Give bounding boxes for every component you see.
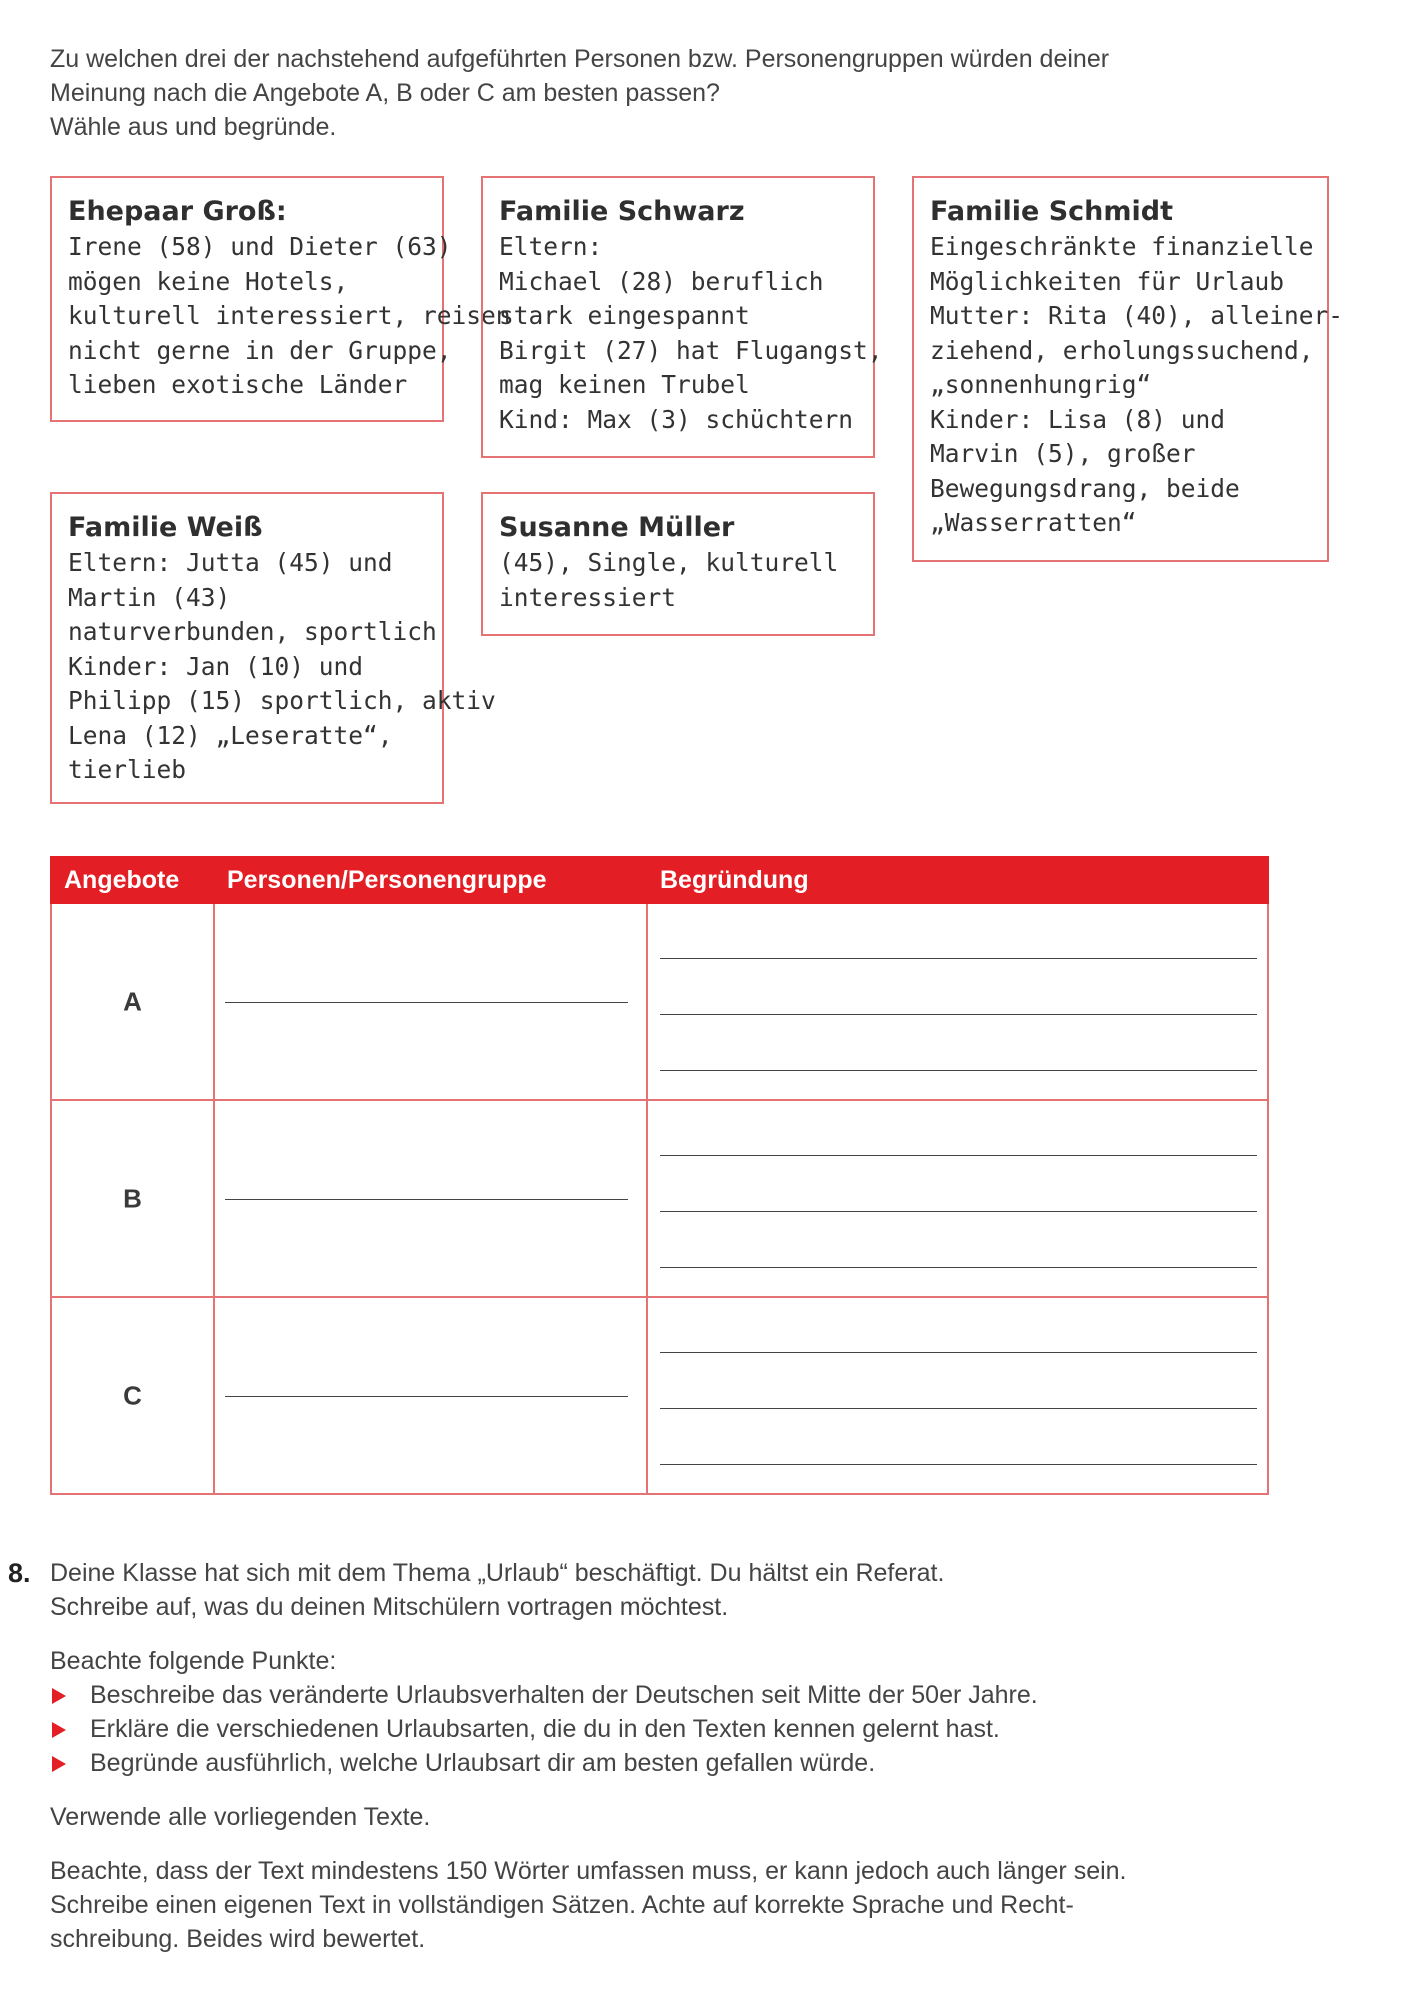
card-line: Kinder: Lisa (8) und (930, 404, 1226, 434)
card-line: ziehend, erholungssuchend, (930, 335, 1314, 365)
bullet-text: Erkläre die verschiedenen Urlaubsarten, die du in den Texten kennen gelernt hast. (90, 1715, 1000, 1743)
table-row (51, 1297, 1268, 1494)
card-line: interessiert (499, 582, 677, 612)
card-line: Mutter: Rita (40), alleiner- (930, 301, 1344, 330)
reason-cell[interactable] (647, 903, 1268, 1100)
card-line: Marvin (5), großer (930, 439, 1196, 468)
card-title: Familie Schmidt (930, 196, 1173, 227)
card-line: naturverbunden, sportlich (68, 617, 437, 646)
answer-line[interactable] (225, 1199, 628, 1200)
card-line: mag keinen Trubel (499, 370, 750, 399)
column-header-begruendung: Begründung (647, 857, 1268, 903)
card-familie-weiss (50, 492, 496, 804)
offer-label: B (123, 1183, 142, 1213)
task-text: Schreibe einen eigenen Text in vollständigen Sätzen. Achte auf korrekte Sprache und Recht- (50, 1891, 1074, 1919)
card-title: Susanne Müller (499, 512, 735, 543)
bullet-text: Begründe ausführlich, welche Urlaubsart dir am besten gefallen würde. (90, 1749, 876, 1777)
offer-cell (51, 903, 214, 1100)
card-title: Familie Weiß (68, 512, 263, 543)
bullet-item (50, 1678, 1350, 1712)
answer-line[interactable] (660, 958, 1257, 959)
persons-cell[interactable] (214, 1100, 647, 1297)
card-title: Familie Schwarz (499, 196, 745, 227)
reason-cell[interactable] (647, 1100, 1268, 1297)
card-familie-schwarz (481, 176, 883, 458)
answer-line[interactable] (660, 1352, 1257, 1353)
card-line: Eltern: Jutta (45) und (68, 548, 393, 577)
task-text: Schreibe auf, was du deinen Mitschülern vortragen möchtest. (50, 1593, 729, 1621)
answer-line[interactable] (225, 1002, 628, 1003)
offer-label: A (123, 986, 142, 1016)
arrow-right-icon (52, 1688, 66, 1704)
answer-line[interactable] (660, 1014, 1257, 1015)
card-line: Martin (43) (68, 582, 231, 612)
arrow-right-icon (52, 1722, 66, 1738)
instruction-line: Meinung nach die Angebote A, B oder C am besten passen? (50, 79, 720, 107)
instruction-line: Wähle aus und begründe. (50, 113, 337, 141)
task-text: schreibung. Beides wird bewertet. (50, 1925, 426, 1953)
card-familie-schmidt (912, 176, 1344, 562)
task-8 (8, 1556, 1350, 1956)
task-text: Deine Klasse hat sich mit dem Thema „Urlaub“ beschäftigt. Du hältst ein Referat. (50, 1559, 945, 1587)
card-line: nicht gerne in der Gruppe, (68, 335, 452, 365)
card-line: tierlieb (68, 755, 187, 784)
answer-line[interactable] (225, 1396, 628, 1397)
offer-label: C (123, 1380, 142, 1410)
card-line: kulturell interessiert, reisen (68, 301, 511, 330)
card-line: mögen keine Hotels, (68, 266, 349, 296)
answer-line[interactable] (660, 1464, 1257, 1465)
card-line: Kinder: Jan (10) und (68, 651, 364, 681)
card-line: Lena (12) „Leseratte“, (68, 720, 393, 750)
card-ehepaar-gross (50, 176, 511, 422)
task-number: 8. (8, 1558, 31, 1588)
card-line: „Wasserratten“ (930, 508, 1137, 537)
answer-line[interactable] (660, 1267, 1257, 1268)
bullet-item (50, 1712, 1350, 1746)
instruction-line: Zu welchen drei der nachstehend aufgeführten Personen bzw. Personengruppen würden deiner (50, 45, 1110, 73)
card-line: Eingeschränkte finanzielle (930, 232, 1314, 261)
card-line: „sonnenhungrig“ (930, 370, 1152, 399)
card-line: Birgit (27) hat Flugangst, (499, 335, 883, 365)
answer-line[interactable] (660, 1211, 1257, 1212)
card-line: Bewegungsdrang, beide (930, 473, 1240, 503)
card-line: Michael (28) beruflich (499, 266, 824, 296)
card-line: Eltern: (499, 232, 603, 261)
card-line: Kind: Max (3) schüchtern (499, 404, 854, 434)
answer-line[interactable] (660, 1408, 1257, 1409)
card-line: Philipp (15) sportlich, aktiv (68, 686, 496, 715)
card-line: Irene (58) und Dieter (63) (68, 232, 452, 261)
instruction-text (50, 42, 1310, 144)
answer-line[interactable] (660, 1155, 1257, 1156)
persons-cell[interactable] (214, 903, 647, 1100)
card-line: stark eingespannt (499, 301, 750, 330)
column-header-angebote: Angebote (51, 857, 214, 903)
answer-line[interactable] (660, 1070, 1257, 1071)
bullet-text: Beschreibe das veränderte Urlaubsverhalten der Deutschen seit Mitte der 50er Jahre. (90, 1681, 1038, 1709)
task-text: Beachte, dass der Text mindestens 150 Wörter umfassen muss, er kann jedoch auch länger sein. (50, 1857, 1127, 1885)
points-intro: Beachte folgende Punkte: (50, 1647, 337, 1675)
card-line: Möglichkeiten für Urlaub (930, 266, 1285, 296)
arrow-right-icon (52, 1756, 66, 1772)
table-header-row (51, 857, 1268, 903)
reason-cell[interactable] (647, 1297, 1268, 1494)
offer-cell (51, 1297, 214, 1494)
card-title: Ehepaar Groß: (68, 196, 287, 227)
table-row (51, 903, 1268, 1100)
offer-cell (51, 1100, 214, 1297)
bullet-item (50, 1746, 1350, 1780)
card-susanne-mueller (481, 492, 875, 636)
card-line: (45), Single, kulturell (499, 548, 839, 577)
card-line: lieben exotische Länder (68, 370, 408, 399)
persons-cell[interactable] (214, 1297, 647, 1494)
task-text: Verwende alle vorliegenden Texte. (50, 1803, 431, 1831)
offers-table (50, 856, 1269, 1495)
column-header-personen: Personen/Personengruppe (214, 857, 647, 903)
table-row (51, 1100, 1268, 1297)
